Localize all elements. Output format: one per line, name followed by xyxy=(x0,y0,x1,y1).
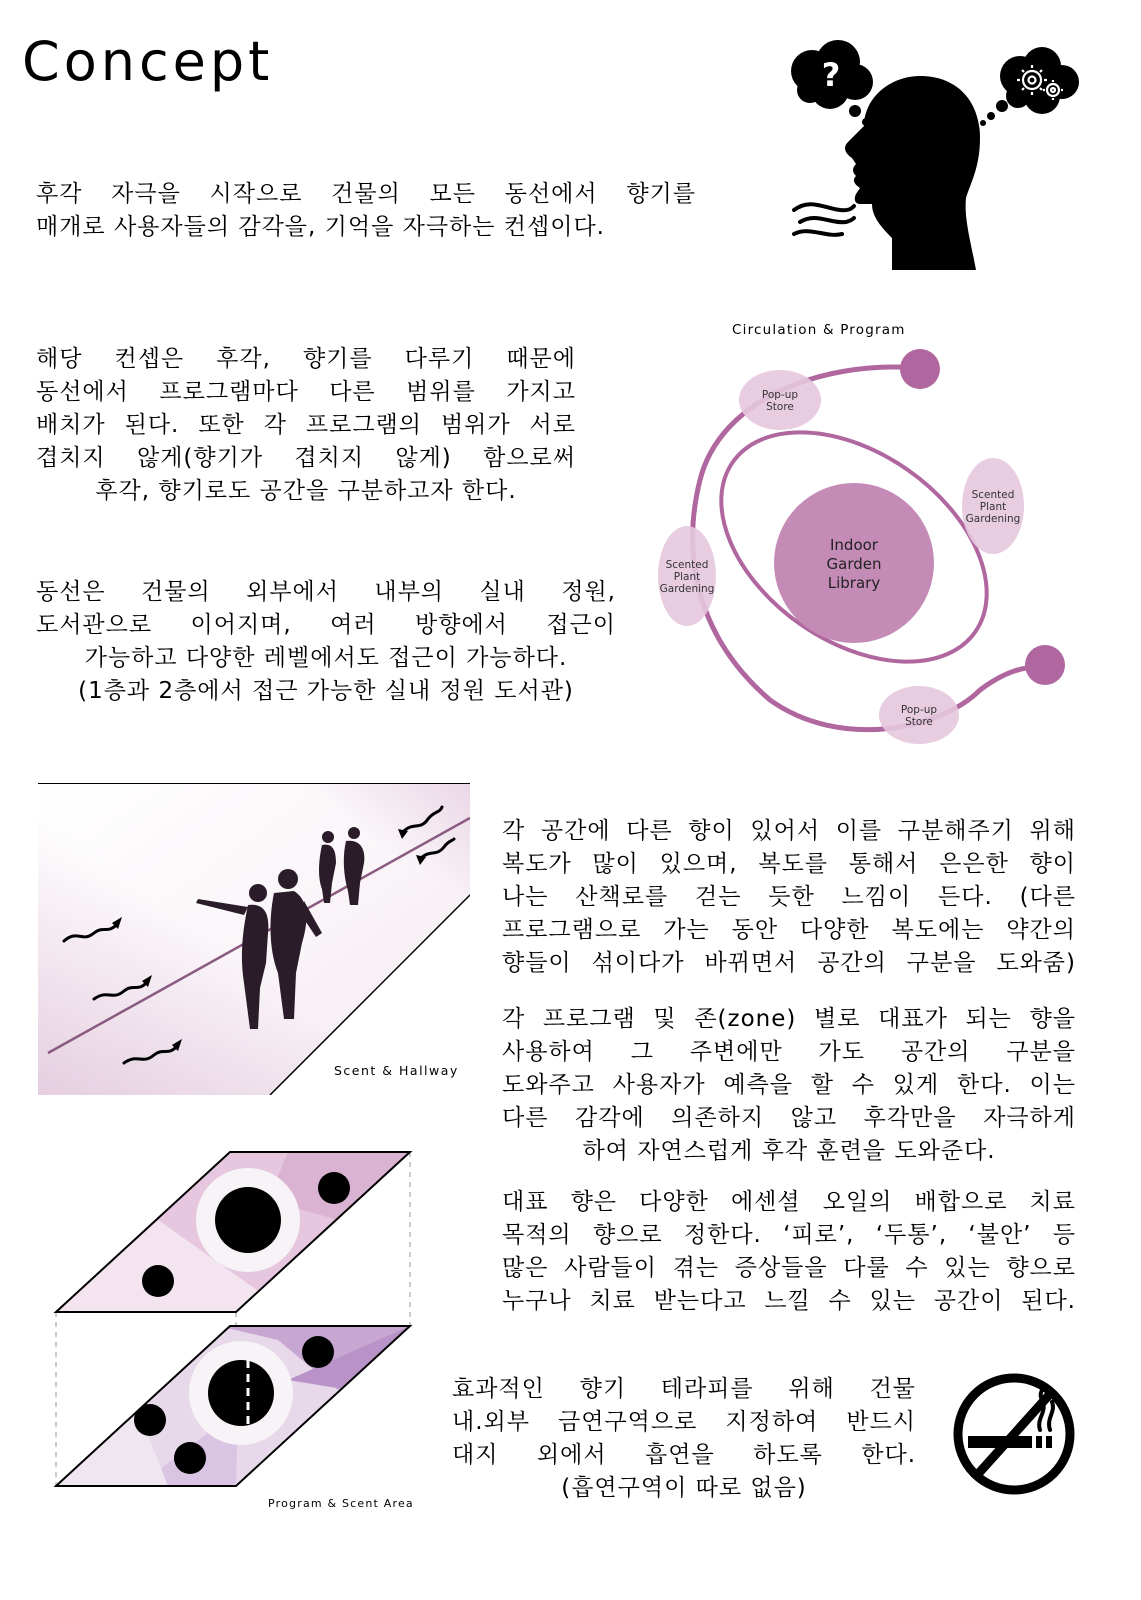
intro-paragraph xyxy=(36,178,696,244)
text-line: 동선은 건물의 외부에서 내부의 실내 정원, xyxy=(36,579,616,605)
entry-node-bottom xyxy=(1025,645,1065,685)
text-line: 향들이 섞이다가 바뀌면서 공간의 구분을 도와줌) xyxy=(502,950,1076,976)
zone-label: Pop-up xyxy=(900,704,938,716)
text-line: 많은 사람들이 겪는 증상들을 다룰 수 있는 향으로 xyxy=(502,1255,1076,1281)
text-line: 후각, 향기로도 공간을 구분하고자 한다. xyxy=(95,478,517,504)
text-line: 다른 감각에 의존하지 않고 후각만을 자극하게 xyxy=(502,1105,1076,1131)
program-node xyxy=(318,1172,350,1204)
program-node-large xyxy=(208,1360,274,1426)
smoking-paragraph xyxy=(452,1373,916,1505)
text-line: 목적의 향으로 정한다. ‘피로’, ‘두통’, ‘불안’ 등 xyxy=(502,1222,1076,1248)
text-line: 도와주고 사용자가 예측을 할 수 있게 한다. 이는 xyxy=(502,1072,1076,1098)
program-node xyxy=(174,1442,206,1474)
text-line: (1층과 2층에서 접근 가능한 실내 정원 도서관) xyxy=(78,678,574,704)
zone-label: Scented xyxy=(971,489,1015,501)
center-label: Library xyxy=(827,574,881,592)
text-line: 효과적인 향기 테라피를 위해 건물 xyxy=(452,1376,916,1402)
area-caption: Program & Scent Area xyxy=(268,1497,414,1510)
text-line: 대지 외에서 흡연을 하도록 한다. xyxy=(452,1442,916,1468)
gears-bubble-icon xyxy=(980,47,1079,126)
zone-label: Plant xyxy=(979,501,1007,513)
circulation-program-diagram xyxy=(640,310,1100,750)
center-label: Garden xyxy=(826,555,882,573)
entry-node-top xyxy=(900,349,940,389)
thinking-head-icon xyxy=(780,38,1090,273)
program-node xyxy=(302,1336,334,1368)
text-line: 프로그램으로 가는 동안 다양한 복도에는 약간의 xyxy=(502,917,1076,943)
text-line: 겹치지 않게(향기가 겹치지 않게) 함으로써 xyxy=(36,445,576,471)
zone-label: Pop-up xyxy=(761,389,799,401)
breath-lines-icon xyxy=(794,204,854,235)
program-node xyxy=(142,1265,174,1297)
text-line: 대표 향은 다양한 에센셜 오일의 배합으로 치료 xyxy=(502,1189,1076,1215)
text-line: (흡연구역이 따로 없음) xyxy=(561,1475,807,1501)
no-smoking-icon xyxy=(950,1370,1078,1498)
text-line: 각 공간에 다른 향이 있어서 이를 구분해주기 위해 xyxy=(502,818,1076,844)
text-line: 사용하여 그 주변에만 가도 공간의 구분을 xyxy=(502,1039,1076,1065)
text-line: 동선에서 프로그램마다 다른 범위를 가지고 xyxy=(36,379,576,405)
program-node xyxy=(134,1404,166,1436)
zone-label: Gardening xyxy=(659,583,715,595)
circulation-paragraph xyxy=(36,576,616,708)
text-line: 복도가 많이 있으며, 복도를 통해서 은은한 향이 xyxy=(502,851,1076,877)
text-line: 도서관으로 이어지며, 여러 방향에서 접근이 xyxy=(36,612,616,638)
zone-paragraph xyxy=(502,1003,1076,1168)
page-title: Concept xyxy=(22,30,274,93)
text-line: 누구나 치료 받는다고 느낄 수 있는 공간이 된다. xyxy=(502,1288,1076,1314)
text-line: 가능하고 다양한 레벨에서도 접근이 가능하다. xyxy=(84,645,568,671)
text-line: 각 프로그램 및 존(zone) 별로 대표가 되는 향을 xyxy=(502,1006,1076,1032)
zone-label: Scented xyxy=(665,559,709,571)
text-line: 매개로 사용자들의 감각을, 기억을 자극하는 컨셉이다. xyxy=(36,214,605,240)
range-paragraph xyxy=(36,343,576,508)
zone-label: Store xyxy=(766,401,794,413)
center-label: Indoor xyxy=(830,536,878,554)
zone-label: Plant xyxy=(673,571,701,583)
question-mark-icon: ? xyxy=(821,56,841,94)
text-line: 해당 컨셉은 후각, 향기를 다루기 때문에 xyxy=(36,346,576,372)
scent-hallway-illustration xyxy=(38,783,470,1095)
program-node-large xyxy=(215,1187,281,1253)
program-scent-area-illustration xyxy=(38,1140,468,1520)
diagram-title: Circulation & Program xyxy=(732,322,906,338)
text-line: 후각 자극을 시작으로 건물의 모든 동선에서 향기를 xyxy=(36,181,696,207)
text-line: 하여 자연스럽게 후각 훈련을 도와준다. xyxy=(582,1138,996,1164)
zone-label: Store xyxy=(905,716,933,728)
text-line: 내.외부 금연구역으로 지정하여 반드시 xyxy=(452,1409,916,1435)
text-line: 배치가 된다. 또한 각 프로그램의 범위가 서로 xyxy=(36,412,576,438)
question-bubble-icon xyxy=(791,40,877,133)
hallway-caption: Scent & Hallway xyxy=(334,1063,459,1078)
zone-label: Gardening xyxy=(965,513,1021,525)
hallway-paragraph xyxy=(502,815,1076,980)
therapy-paragraph xyxy=(502,1186,1076,1318)
text-line: 나는 산책로를 걷는 듯한 느낌이 든다. (다른 xyxy=(502,884,1076,910)
